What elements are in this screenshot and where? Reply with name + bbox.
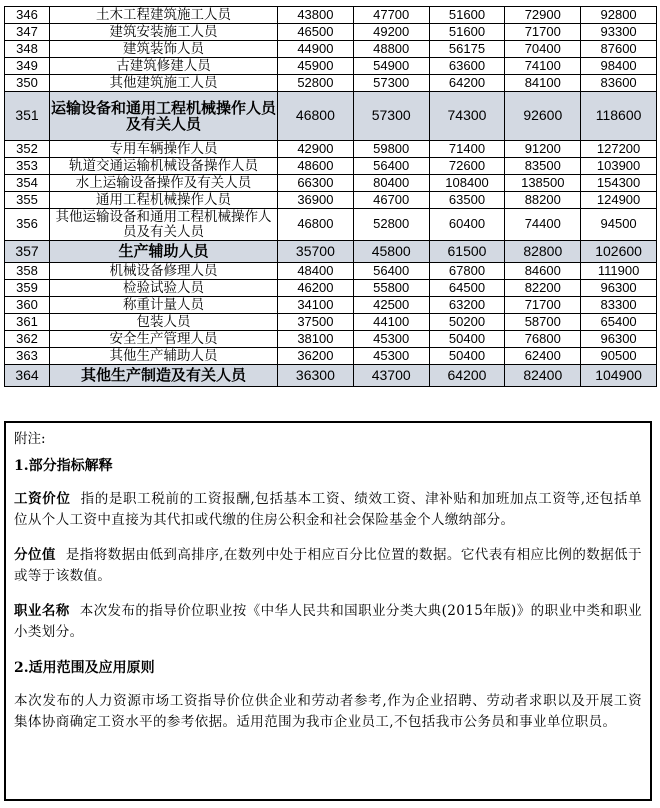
occupation-name: 建筑安装施工人员: [50, 24, 278, 41]
value-cell: 63500: [429, 192, 505, 209]
value-cell: 83600: [581, 75, 657, 92]
percentile-definition: [14, 545, 642, 587]
table-row: [5, 192, 657, 209]
occupation-name: 通用工程机械操作人员: [50, 192, 278, 209]
value-cell: 71400: [429, 141, 505, 158]
percentile-term: 分位值: [14, 547, 56, 563]
value-cell: 46800: [278, 92, 354, 141]
value-cell: 103900: [581, 158, 657, 175]
value-cell: 98400: [581, 58, 657, 75]
value-cell: 45900: [278, 58, 354, 75]
wage-table-container: [4, 6, 656, 387]
occupation-name: 称重计量人员: [50, 297, 278, 314]
value-cell: 45800: [353, 241, 429, 263]
value-cell: 82800: [505, 241, 581, 263]
value-cell: 47700: [353, 7, 429, 24]
value-cell: 64500: [429, 280, 505, 297]
value-cell: 34100: [278, 297, 354, 314]
table-row: [5, 241, 657, 263]
value-cell: 50400: [429, 348, 505, 365]
table-row: [5, 75, 657, 92]
value-cell: 124900: [581, 192, 657, 209]
value-cell: 82200: [505, 280, 581, 297]
value-cell: 43700: [353, 365, 429, 387]
value-cell: 44900: [278, 41, 354, 58]
value-cell: 74100: [505, 58, 581, 75]
occupation-name: 其他运输设备和通用工程机械操作人员及有关人员: [50, 209, 278, 241]
occupation-name: 机械设备修理人员: [50, 263, 278, 280]
table-row: [5, 280, 657, 297]
occupation-text: 本次发布的指导价位职业按《中华人民共和国职业分类大典(2015年版)》的职业中类和职业小类划分。: [14, 603, 642, 640]
occupation-definition: [14, 601, 642, 643]
occupation-code: 361: [5, 314, 50, 331]
table-row: [5, 365, 657, 387]
value-cell: 63200: [429, 297, 505, 314]
value-cell: 51600: [429, 7, 505, 24]
value-cell: 52800: [278, 75, 354, 92]
value-cell: 54900: [353, 58, 429, 75]
wage-term: 工资价位: [14, 491, 71, 507]
value-cell: 48400: [278, 263, 354, 280]
table-row: [5, 175, 657, 192]
table-row: [5, 348, 657, 365]
value-cell: 127200: [581, 141, 657, 158]
value-cell: 60400: [429, 209, 505, 241]
value-cell: 74300: [429, 92, 505, 141]
value-cell: 46200: [278, 280, 354, 297]
occupation-code: 347: [5, 24, 50, 41]
value-cell: 94500: [581, 209, 657, 241]
value-cell: 90500: [581, 348, 657, 365]
wage-definition: [14, 489, 642, 531]
value-cell: 57300: [353, 92, 429, 141]
occupation-code: 357: [5, 241, 50, 263]
occupation-name: 生产辅助人员: [50, 241, 278, 263]
occupation-name: 轨道交通运输机械设备操作人员: [50, 158, 278, 175]
occupation-name: 其他生产制造及有关人员: [50, 365, 278, 387]
value-cell: 72600: [429, 158, 505, 175]
value-cell: 63600: [429, 58, 505, 75]
value-cell: 87600: [581, 41, 657, 58]
table-row: [5, 58, 657, 75]
value-cell: 96300: [581, 331, 657, 348]
value-cell: 66300: [278, 175, 354, 192]
wage-table: [4, 6, 657, 387]
notes-box: [4, 421, 652, 801]
value-cell: 46700: [353, 192, 429, 209]
value-cell: 61500: [429, 241, 505, 263]
table-row: [5, 24, 657, 41]
value-cell: 71700: [505, 297, 581, 314]
value-cell: 46500: [278, 24, 354, 41]
value-cell: 44100: [353, 314, 429, 331]
occupation-code: 362: [5, 331, 50, 348]
value-cell: 102600: [581, 241, 657, 263]
table-row: [5, 209, 657, 241]
table-row: [5, 92, 657, 141]
scope-text: 本次发布的人力资源市场工资指导价位供企业和劳动者参考,作为企业招聘、劳动者求职以及开展工资集体协商确定工资水平的参考依据。适用范围为我市企业员工,不包括我市公务员和事业单位职员。: [14, 693, 642, 730]
percentile-text: 是指将数据由低到高排序,在数列中处于相应百分比位置的数据。它代表有相应比例的数据低于或等于该数值。: [14, 547, 643, 584]
table-row: [5, 331, 657, 348]
occupation-term: 职业名称: [14, 603, 70, 619]
value-cell: 88200: [505, 192, 581, 209]
value-cell: 58700: [505, 314, 581, 331]
value-cell: 46800: [278, 209, 354, 241]
value-cell: 56400: [353, 158, 429, 175]
occupation-name: 古建筑修建人员: [50, 58, 278, 75]
value-cell: 38100: [278, 331, 354, 348]
value-cell: 42900: [278, 141, 354, 158]
occupation-name: 运输设备和通用工程机械操作人员及有关人员: [50, 92, 278, 141]
occupation-name: 其他建筑施工人员: [50, 75, 278, 92]
value-cell: 84100: [505, 75, 581, 92]
occupation-code: 346: [5, 7, 50, 24]
value-cell: 80400: [353, 175, 429, 192]
value-cell: 36300: [278, 365, 354, 387]
table-row: [5, 263, 657, 280]
value-cell: 37500: [278, 314, 354, 331]
value-cell: 104900: [581, 365, 657, 387]
occupation-code: 348: [5, 41, 50, 58]
occupation-code: 351: [5, 92, 50, 141]
value-cell: 92600: [505, 92, 581, 141]
table-row: [5, 314, 657, 331]
occupation-name: 安全生产管理人员: [50, 331, 278, 348]
value-cell: 57300: [353, 75, 429, 92]
value-cell: 138500: [505, 175, 581, 192]
occupation-code: 358: [5, 263, 50, 280]
value-cell: 55800: [353, 280, 429, 297]
value-cell: 62400: [505, 348, 581, 365]
value-cell: 72900: [505, 7, 581, 24]
occupation-code: 353: [5, 158, 50, 175]
value-cell: 45300: [353, 331, 429, 348]
occupation-name: 其他生产辅助人员: [50, 348, 278, 365]
value-cell: 36200: [278, 348, 354, 365]
value-cell: 45300: [353, 348, 429, 365]
notes-title: 附注:: [14, 431, 46, 447]
value-cell: 82400: [505, 365, 581, 387]
value-cell: 50400: [429, 331, 505, 348]
value-cell: 56400: [353, 263, 429, 280]
occupation-name: 水上运输设备操作及有关人员: [50, 175, 278, 192]
occupation-name: 包装人员: [50, 314, 278, 331]
table-row: [5, 7, 657, 24]
occupation-code: 355: [5, 192, 50, 209]
value-cell: 48600: [278, 158, 354, 175]
value-cell: 64200: [429, 75, 505, 92]
value-cell: 71700: [505, 24, 581, 41]
occupation-code: 356: [5, 209, 50, 241]
value-cell: 56175: [429, 41, 505, 58]
section-1-heading: 1.部分指标解释: [14, 458, 113, 474]
occupation-code: 352: [5, 141, 50, 158]
value-cell: 65400: [581, 314, 657, 331]
value-cell: 52800: [353, 209, 429, 241]
value-cell: 51600: [429, 24, 505, 41]
value-cell: 108400: [429, 175, 505, 192]
value-cell: 83500: [505, 158, 581, 175]
occupation-name: 土木工程建筑施工人员: [50, 7, 278, 24]
occupation-name: 专用车辆操作人员: [50, 141, 278, 158]
table-row: [5, 141, 657, 158]
value-cell: 93300: [581, 24, 657, 41]
occupation-code: 364: [5, 365, 50, 387]
value-cell: 48800: [353, 41, 429, 58]
occupation-code: 360: [5, 297, 50, 314]
value-cell: 35700: [278, 241, 354, 263]
wage-text: 指的是职工税前的工资报酬,包括基本工资、绩效工资、津补贴和加班加点工资等,还包括单位从个人工资中直接为其代扣或代缴的住房公积金和社会保险基金个人缴纳部分。: [14, 491, 642, 528]
occupation-code: 363: [5, 348, 50, 365]
value-cell: 111900: [581, 263, 657, 280]
occupation-code: 359: [5, 280, 50, 297]
value-cell: 70400: [505, 41, 581, 58]
value-cell: 91200: [505, 141, 581, 158]
occupation-name: 检验试验人员: [50, 280, 278, 297]
value-cell: 83300: [581, 297, 657, 314]
value-cell: 59800: [353, 141, 429, 158]
value-cell: 92800: [581, 7, 657, 24]
value-cell: 42500: [353, 297, 429, 314]
table-row: [5, 297, 657, 314]
value-cell: 96300: [581, 280, 657, 297]
value-cell: 118600: [581, 92, 657, 141]
value-cell: 50200: [429, 314, 505, 331]
occupation-name: 建筑装饰人员: [50, 41, 278, 58]
value-cell: 49200: [353, 24, 429, 41]
value-cell: 74400: [505, 209, 581, 241]
value-cell: 43800: [278, 7, 354, 24]
value-cell: 36900: [278, 192, 354, 209]
occupation-code: 349: [5, 58, 50, 75]
value-cell: 76800: [505, 331, 581, 348]
value-cell: 154300: [581, 175, 657, 192]
occupation-code: 354: [5, 175, 50, 192]
occupation-code: 350: [5, 75, 50, 92]
value-cell: 67800: [429, 263, 505, 280]
value-cell: 84600: [505, 263, 581, 280]
section-2-heading: 2.适用范围及应用原则: [14, 660, 155, 676]
value-cell: 64200: [429, 365, 505, 387]
table-row: [5, 41, 657, 58]
table-row: [5, 158, 657, 175]
